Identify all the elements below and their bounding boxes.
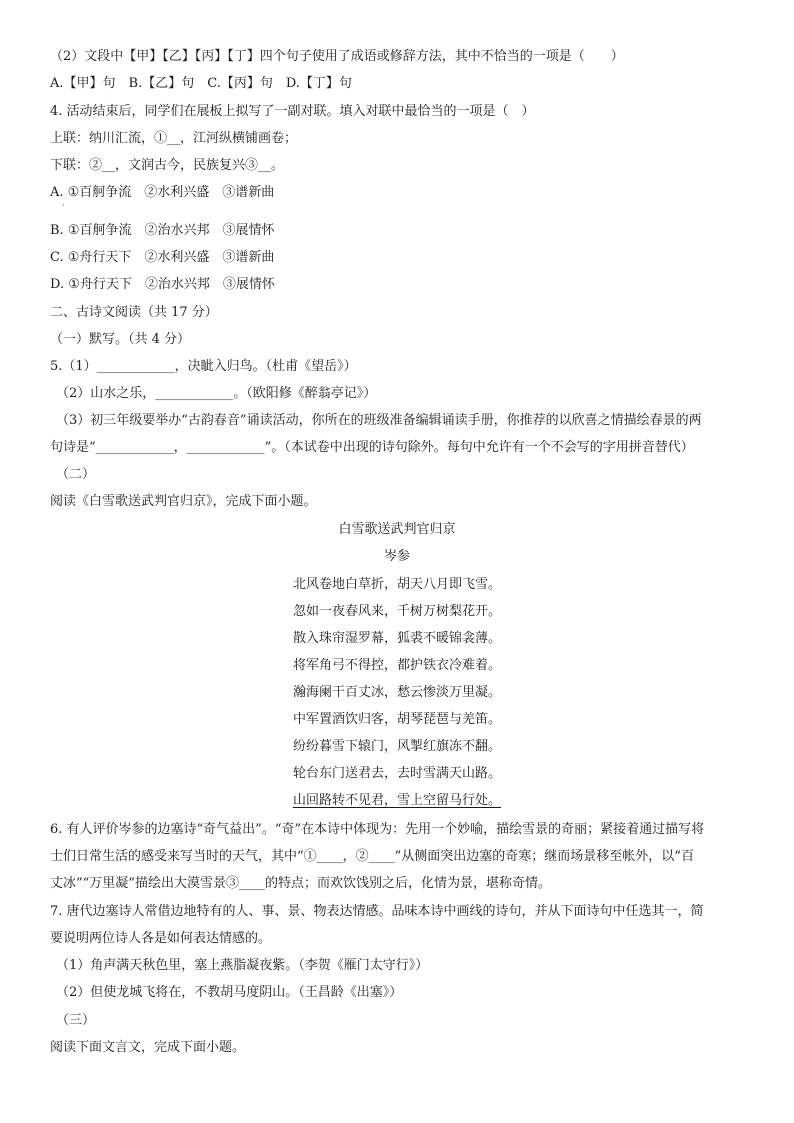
poem-line: 将军角弓不得控，都护铁衣冷难着。 <box>292 658 501 673</box>
section-2-part-2-intro: 阅读《白雪歌送武判官归京》，完成下面小题。 <box>50 494 317 509</box>
q4-option-d: D. ①舟行天下 ②治水兴邦 ③展情怀 <box>50 277 275 292</box>
section-2-part-2: （二） <box>56 467 96 482</box>
section-2-title: 二、古诗文阅读（共 17 分） <box>50 305 218 320</box>
q4-stem: 4. 活动结束后，同学们在展板上拟写了一副对联。填入对联中最恰当的一项是（ ） <box>50 104 535 119</box>
q4-option-b: B. ①百舸争流 ②治水兴邦 ③展情怀 <box>50 223 275 238</box>
poem-line: 散入珠帘湿罗幕，狐裘不暖锦衾薄。 <box>292 631 501 646</box>
section-2-part-3-intro: 阅读下面文言文，完成下面小题。 <box>50 1040 246 1055</box>
q3-2-stem: （2）文段中【甲】【乙】【丙】【丁】四个句子使用了成语或修辞方法，其中不恰当的一项是（ ） <box>50 49 624 64</box>
q5-1: 5.（1）____________，决眦入归鸟。（杜甫《望岳》） <box>50 359 357 374</box>
poem-title: 白雪歌送武判官归京 <box>338 522 456 537</box>
q5-2: （2）山水之乐，____________。（欧阳修《醉翁亭记》） <box>56 386 377 401</box>
q4-option-a: A. ①百舸争流 ②水利兴盛 ③谱新曲 <box>50 185 275 200</box>
q7-line-2: 要说明两位诗人各是如何表达情感的。 <box>50 931 272 946</box>
poem-line: 轮台东门送君去，去时雪满天山路。 <box>292 766 501 781</box>
q7-option-2: （2）但使龙城飞将在，不教胡马度阴山。（王昌龄《出塞》） <box>56 985 403 1000</box>
q5-3-line-1: （3）初三年级要举办“古韵春音”诵读活动，你所在的班级准备编辑诵读手册，你推荐的以欣喜之情描绘春景的两 <box>56 413 702 428</box>
stray-dot: · <box>62 201 65 210</box>
q4-option-c: C. ①舟行天下 ②水利兴盛 ③谱新曲 <box>50 250 275 265</box>
poem-line: 忽如一夜春风来，千树万树梨花开。 <box>292 604 501 619</box>
underlined-verse: 山回路转不见君，雪上空留马行处。 <box>292 793 501 808</box>
poem-author: 岑参 <box>383 549 410 564</box>
q7-line-1: 7. 唐代边塞诗人常借边地特有的人、事、景、物表达情感。品味本诗中画线的诗句，并从下面诗句中任选其一，简 <box>50 904 704 919</box>
poem-line-underlined <box>0 792 794 810</box>
poem-line: 瀚海阑干百丈冰，愁云惨淡万里凝。 <box>292 685 501 700</box>
q6-line-2: 士们日常生活的感受来写当时的天气，其中“①____，②____”从侧面突出边塞的奇寒；继而场景移至帐外，以“百 <box>50 849 694 864</box>
q5-3-line-2: 句诗是“____________，____________”。（本试卷中出现的诗句除外。每句中允许有一个不会写的字用拼音替代） <box>50 440 694 455</box>
poem-line: 中军置酒饮归客，胡琴琵琶与羌笛。 <box>292 712 501 727</box>
q4-upper-couplet: 上联：纳川汇流，①__，江河纵横铺画卷； <box>50 131 298 146</box>
q3-2-options: A.【甲】句 B.【乙】句 C.【丙】句 D.【丁】句 <box>50 76 352 91</box>
section-2-part-3: （三） <box>56 1013 96 1028</box>
q6-line-3: 丈冰”“万里凝”描绘出大漠雪景③____的特点；而欢饮饯别之后，化情为景，堪称奇情。 <box>50 876 551 891</box>
q4-lower-couplet: 下联：②__，文润古今，民族复兴③__。 <box>50 158 285 173</box>
q7-option-1: （1）角声满天秋色里，塞上燕脂凝夜紫。（李贺《雁门太守行》） <box>56 958 429 973</box>
poem-line: 北风卷地白草折，胡天八月即飞雪。 <box>292 577 501 592</box>
q6-line-1: 6. 有人评价岑参的边塞诗“奇气益出”。“奇”在本诗中体现为：先用一个妙喻，描绘雪景的奇丽；紧接着通过描写将 <box>50 822 705 837</box>
section-2-part-1: （一）默写。（共 4 分） <box>50 332 191 347</box>
poem-line: 纷纷暮雪下辕门，风掣红旗冻不翻。 <box>292 739 501 754</box>
